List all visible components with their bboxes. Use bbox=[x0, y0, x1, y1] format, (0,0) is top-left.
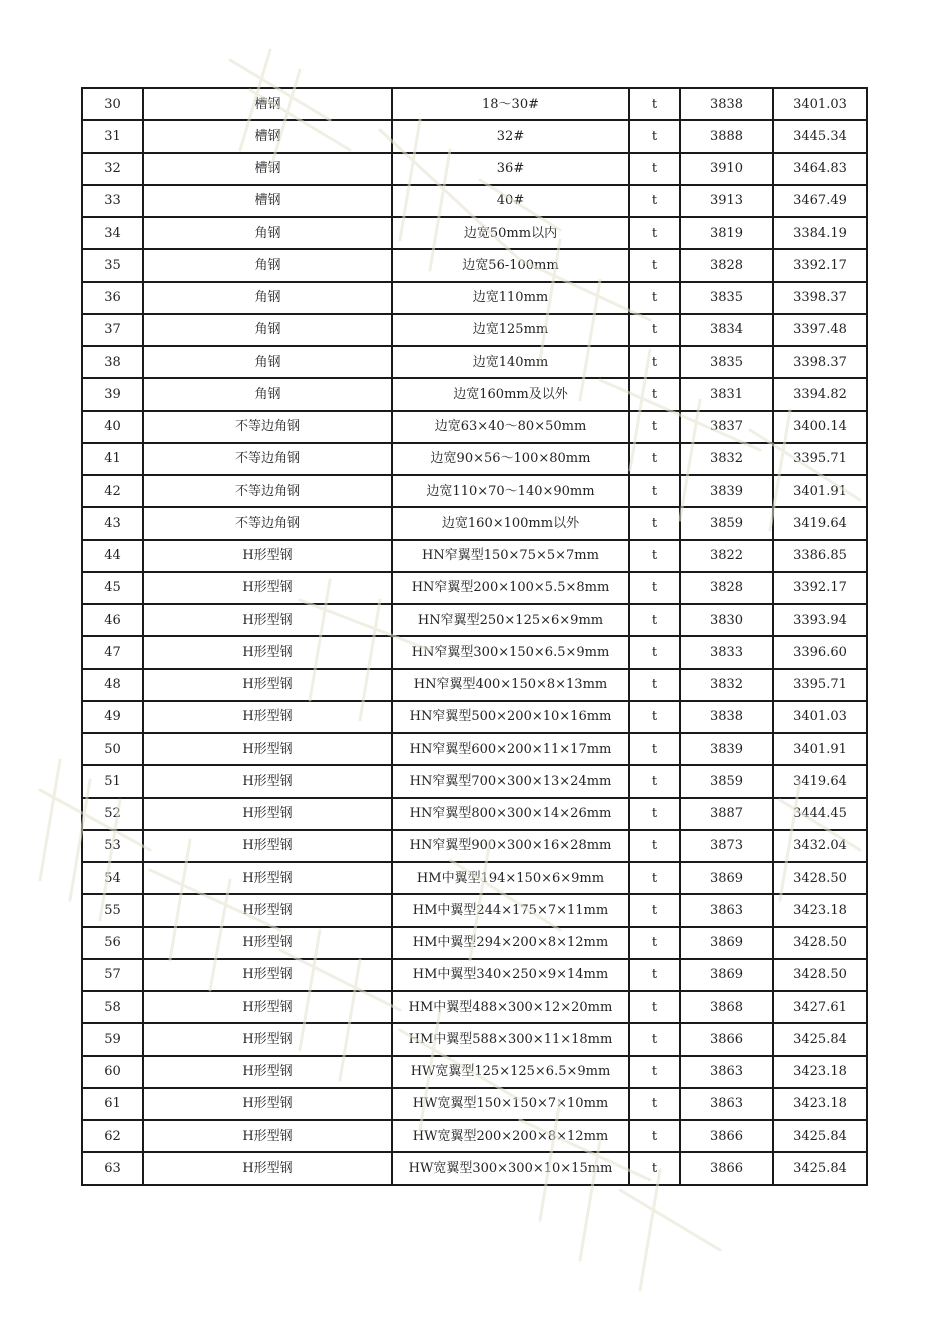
row-number-cell: 56 bbox=[82, 927, 143, 959]
price-b-cell: 3401.03 bbox=[773, 701, 867, 733]
table-row bbox=[82, 572, 867, 604]
unit-cell: t bbox=[629, 249, 680, 281]
price-a-cell: 3835 bbox=[680, 282, 773, 314]
unit-cell: t bbox=[629, 733, 680, 765]
unit-cell: t bbox=[629, 314, 680, 346]
specification-cell: 边宽140mm bbox=[392, 346, 629, 378]
price-b-cell: 3394.82 bbox=[773, 378, 867, 410]
unit-cell: t bbox=[629, 378, 680, 410]
material-name-cell: H形型钢 bbox=[143, 604, 392, 636]
price-b-cell: 3425.84 bbox=[773, 1023, 867, 1055]
price-a-cell: 3869 bbox=[680, 862, 773, 894]
row-number-cell: 48 bbox=[82, 669, 143, 701]
row-number-cell: 49 bbox=[82, 701, 143, 733]
unit-cell: t bbox=[629, 282, 680, 314]
price-a-cell: 3866 bbox=[680, 1152, 773, 1184]
price-b-cell: 3395.71 bbox=[773, 443, 867, 475]
row-number-cell: 42 bbox=[82, 475, 143, 507]
table-row bbox=[82, 185, 867, 217]
specification-cell: 边宽63×40～80×50mm bbox=[392, 411, 629, 443]
material-name-cell: H形型钢 bbox=[143, 798, 392, 830]
price-b-cell: 3398.37 bbox=[773, 282, 867, 314]
unit-cell: t bbox=[629, 153, 680, 185]
row-number-cell: 61 bbox=[82, 1088, 143, 1120]
table-row bbox=[82, 153, 867, 185]
price-b-cell: 3401.91 bbox=[773, 475, 867, 507]
material-name-cell: H形型钢 bbox=[143, 733, 392, 765]
specification-cell: 边宽56-100mm bbox=[392, 249, 629, 281]
row-number-cell: 31 bbox=[82, 120, 143, 152]
price-a-cell: 3832 bbox=[680, 669, 773, 701]
specification-cell: HN窄翼型400×150×8×13mm bbox=[392, 669, 629, 701]
unit-cell: t bbox=[629, 88, 680, 120]
unit-cell: t bbox=[629, 669, 680, 701]
unit-cell: t bbox=[629, 540, 680, 572]
row-number-cell: 38 bbox=[82, 346, 143, 378]
price-b-cell: 3397.48 bbox=[773, 314, 867, 346]
material-name-cell: 角钢 bbox=[143, 314, 392, 346]
table-row bbox=[82, 1023, 867, 1055]
material-name-cell: H形型钢 bbox=[143, 830, 392, 862]
price-b-cell: 3425.84 bbox=[773, 1120, 867, 1152]
table-row bbox=[82, 830, 867, 862]
table-row bbox=[82, 540, 867, 572]
price-a-cell: 3837 bbox=[680, 411, 773, 443]
price-a-cell: 3873 bbox=[680, 830, 773, 862]
unit-cell: t bbox=[629, 959, 680, 991]
price-b-cell: 3400.14 bbox=[773, 411, 867, 443]
price-b-cell: 3467.49 bbox=[773, 185, 867, 217]
specification-cell: 边宽160mm及以外 bbox=[392, 378, 629, 410]
price-a-cell: 3838 bbox=[680, 88, 773, 120]
specification-cell: HM中翼型244×175×7×11mm bbox=[392, 894, 629, 926]
price-b-cell: 3428.50 bbox=[773, 959, 867, 991]
unit-cell: t bbox=[629, 443, 680, 475]
table-row bbox=[82, 120, 867, 152]
price-a-cell: 3888 bbox=[680, 120, 773, 152]
unit-cell: t bbox=[629, 798, 680, 830]
specification-cell: HM中翼型340×250×9×14mm bbox=[392, 959, 629, 991]
material-name-cell: 不等边角钢 bbox=[143, 507, 392, 539]
price-a-cell: 3839 bbox=[680, 475, 773, 507]
table-row bbox=[82, 636, 867, 668]
unit-cell: t bbox=[629, 927, 680, 959]
price-b-cell: 3423.18 bbox=[773, 1056, 867, 1088]
price-b-cell: 3428.50 bbox=[773, 862, 867, 894]
row-number-cell: 50 bbox=[82, 733, 143, 765]
material-name-cell: H形型钢 bbox=[143, 701, 392, 733]
material-name-cell: H形型钢 bbox=[143, 894, 392, 926]
table-row bbox=[82, 378, 867, 410]
material-name-cell: H形型钢 bbox=[143, 862, 392, 894]
unit-cell: t bbox=[629, 346, 680, 378]
price-a-cell: 3859 bbox=[680, 765, 773, 797]
unit-cell: t bbox=[629, 1088, 680, 1120]
price-b-cell: 3384.19 bbox=[773, 217, 867, 249]
unit-cell: t bbox=[629, 1056, 680, 1088]
table-row bbox=[82, 1088, 867, 1120]
row-number-cell: 43 bbox=[82, 507, 143, 539]
row-number-cell: 52 bbox=[82, 798, 143, 830]
table-row bbox=[82, 1152, 867, 1184]
specification-cell: HM中翼型194×150×6×9mm bbox=[392, 862, 629, 894]
unit-cell: t bbox=[629, 475, 680, 507]
specification-cell: HM中翼型488×300×12×20mm bbox=[392, 991, 629, 1023]
row-number-cell: 53 bbox=[82, 830, 143, 862]
table-row bbox=[82, 991, 867, 1023]
material-name-cell: H形型钢 bbox=[143, 669, 392, 701]
unit-cell: t bbox=[629, 507, 680, 539]
material-name-cell: H形型钢 bbox=[143, 572, 392, 604]
price-a-cell: 3833 bbox=[680, 636, 773, 668]
table-row bbox=[82, 894, 867, 926]
price-b-cell: 3445.34 bbox=[773, 120, 867, 152]
table-row bbox=[82, 959, 867, 991]
row-number-cell: 33 bbox=[82, 185, 143, 217]
table-row bbox=[82, 475, 867, 507]
specification-cell: 边宽50mm以内 bbox=[392, 217, 629, 249]
unit-cell: t bbox=[629, 991, 680, 1023]
row-number-cell: 39 bbox=[82, 378, 143, 410]
row-number-cell: 51 bbox=[82, 765, 143, 797]
table-body bbox=[82, 88, 867, 1185]
price-a-cell: 3828 bbox=[680, 572, 773, 604]
price-a-cell: 3828 bbox=[680, 249, 773, 281]
price-b-cell: 3423.18 bbox=[773, 894, 867, 926]
specification-cell: HM中翼型588×300×11×18mm bbox=[392, 1023, 629, 1055]
specification-cell: HW宽翼型125×125×6.5×9mm bbox=[392, 1056, 629, 1088]
unit-cell: t bbox=[629, 701, 680, 733]
row-number-cell: 35 bbox=[82, 249, 143, 281]
material-name-cell: H形型钢 bbox=[143, 1088, 392, 1120]
price-b-cell: 3395.71 bbox=[773, 669, 867, 701]
price-b-cell: 3386.85 bbox=[773, 540, 867, 572]
table-row bbox=[82, 927, 867, 959]
specification-cell: 32# bbox=[392, 120, 629, 152]
specification-cell: HN窄翼型900×300×16×28mm bbox=[392, 830, 629, 862]
material-name-cell: H形型钢 bbox=[143, 540, 392, 572]
material-name-cell: H形型钢 bbox=[143, 1023, 392, 1055]
price-a-cell: 3863 bbox=[680, 1056, 773, 1088]
specification-cell: HN窄翼型600×200×11×17mm bbox=[392, 733, 629, 765]
row-number-cell: 55 bbox=[82, 894, 143, 926]
unit-cell: t bbox=[629, 217, 680, 249]
row-number-cell: 47 bbox=[82, 636, 143, 668]
price-a-cell: 3859 bbox=[680, 507, 773, 539]
row-number-cell: 58 bbox=[82, 991, 143, 1023]
material-name-cell: 不等边角钢 bbox=[143, 475, 392, 507]
specification-cell: HN窄翼型700×300×13×24mm bbox=[392, 765, 629, 797]
row-number-cell: 54 bbox=[82, 862, 143, 894]
price-b-cell: 3427.61 bbox=[773, 991, 867, 1023]
table-row bbox=[82, 701, 867, 733]
row-number-cell: 46 bbox=[82, 604, 143, 636]
price-b-cell: 3464.83 bbox=[773, 153, 867, 185]
material-name-cell: 角钢 bbox=[143, 217, 392, 249]
row-number-cell: 36 bbox=[82, 282, 143, 314]
specification-cell: HN窄翼型250×125×6×9mm bbox=[392, 604, 629, 636]
unit-cell: t bbox=[629, 636, 680, 668]
price-a-cell: 3834 bbox=[680, 314, 773, 346]
specification-cell: 40# bbox=[392, 185, 629, 217]
price-a-cell: 3866 bbox=[680, 1120, 773, 1152]
material-name-cell: H形型钢 bbox=[143, 1152, 392, 1184]
price-a-cell: 3868 bbox=[680, 991, 773, 1023]
price-b-cell: 3419.64 bbox=[773, 765, 867, 797]
material-name-cell: H形型钢 bbox=[143, 636, 392, 668]
unit-cell: t bbox=[629, 830, 680, 862]
price-a-cell: 3887 bbox=[680, 798, 773, 830]
material-name-cell: H形型钢 bbox=[143, 1056, 392, 1088]
price-a-cell: 3839 bbox=[680, 733, 773, 765]
table-row bbox=[82, 604, 867, 636]
price-b-cell: 3393.94 bbox=[773, 604, 867, 636]
specification-cell: 边宽110×70～140×90mm bbox=[392, 475, 629, 507]
row-number-cell: 30 bbox=[82, 88, 143, 120]
specification-cell: HW宽翼型300×300×10×15mm bbox=[392, 1152, 629, 1184]
material-name-cell: 不等边角钢 bbox=[143, 443, 392, 475]
row-number-cell: 32 bbox=[82, 153, 143, 185]
material-name-cell: 槽钢 bbox=[143, 88, 392, 120]
specification-cell: 边宽90×56～100×80mm bbox=[392, 443, 629, 475]
price-b-cell: 3423.18 bbox=[773, 1088, 867, 1120]
material-name-cell: 槽钢 bbox=[143, 120, 392, 152]
material-name-cell: 角钢 bbox=[143, 378, 392, 410]
price-a-cell: 3863 bbox=[680, 894, 773, 926]
row-number-cell: 45 bbox=[82, 572, 143, 604]
material-name-cell: 角钢 bbox=[143, 282, 392, 314]
table-row bbox=[82, 798, 867, 830]
material-name-cell: 槽钢 bbox=[143, 153, 392, 185]
price-a-cell: 3863 bbox=[680, 1088, 773, 1120]
price-a-cell: 3913 bbox=[680, 185, 773, 217]
table-row bbox=[82, 1056, 867, 1088]
table-row bbox=[82, 862, 867, 894]
specification-cell: 18～30# bbox=[392, 88, 629, 120]
price-a-cell: 3838 bbox=[680, 701, 773, 733]
specification-cell: HN窄翼型300×150×6.5×9mm bbox=[392, 636, 629, 668]
price-a-cell: 3910 bbox=[680, 153, 773, 185]
price-b-cell: 3392.17 bbox=[773, 249, 867, 281]
price-table-container bbox=[81, 87, 866, 1186]
specification-cell: HW宽翼型200×200×8×12mm bbox=[392, 1120, 629, 1152]
material-name-cell: H形型钢 bbox=[143, 927, 392, 959]
price-a-cell: 3866 bbox=[680, 1023, 773, 1055]
table-row bbox=[82, 669, 867, 701]
unit-cell: t bbox=[629, 185, 680, 217]
specification-cell: HN窄翼型150×75×5×7mm bbox=[392, 540, 629, 572]
row-number-cell: 37 bbox=[82, 314, 143, 346]
row-number-cell: 60 bbox=[82, 1056, 143, 1088]
unit-cell: t bbox=[629, 862, 680, 894]
price-b-cell: 3392.17 bbox=[773, 572, 867, 604]
price-b-cell: 3425.84 bbox=[773, 1152, 867, 1184]
specification-cell: HN窄翼型500×200×10×16mm bbox=[392, 701, 629, 733]
table-row bbox=[82, 1120, 867, 1152]
material-name-cell: H形型钢 bbox=[143, 1120, 392, 1152]
price-a-cell: 3869 bbox=[680, 927, 773, 959]
row-number-cell: 59 bbox=[82, 1023, 143, 1055]
unit-cell: t bbox=[629, 572, 680, 604]
price-a-cell: 3819 bbox=[680, 217, 773, 249]
table-row bbox=[82, 217, 867, 249]
price-b-cell: 3396.60 bbox=[773, 636, 867, 668]
table-row bbox=[82, 249, 867, 281]
table-row bbox=[82, 314, 867, 346]
unit-cell: t bbox=[629, 1023, 680, 1055]
row-number-cell: 57 bbox=[82, 959, 143, 991]
specification-cell: HN窄翼型200×100×5.5×8mm bbox=[392, 572, 629, 604]
price-a-cell: 3832 bbox=[680, 443, 773, 475]
specification-cell: 边宽125mm bbox=[392, 314, 629, 346]
material-name-cell: H形型钢 bbox=[143, 991, 392, 1023]
unit-cell: t bbox=[629, 120, 680, 152]
specification-cell: HW宽翼型150×150×7×10mm bbox=[392, 1088, 629, 1120]
table-row bbox=[82, 346, 867, 378]
price-a-cell: 3822 bbox=[680, 540, 773, 572]
price-a-cell: 3835 bbox=[680, 346, 773, 378]
specification-cell: HN窄翼型800×300×14×26mm bbox=[392, 798, 629, 830]
price-a-cell: 3830 bbox=[680, 604, 773, 636]
row-number-cell: 41 bbox=[82, 443, 143, 475]
table-row bbox=[82, 411, 867, 443]
specification-cell: 36# bbox=[392, 153, 629, 185]
row-number-cell: 34 bbox=[82, 217, 143, 249]
unit-cell: t bbox=[629, 1152, 680, 1184]
row-number-cell: 62 bbox=[82, 1120, 143, 1152]
row-number-cell: 40 bbox=[82, 411, 143, 443]
material-price-table bbox=[81, 87, 868, 1186]
price-a-cell: 3831 bbox=[680, 378, 773, 410]
price-b-cell: 3401.03 bbox=[773, 88, 867, 120]
table-row bbox=[82, 443, 867, 475]
material-name-cell: 角钢 bbox=[143, 249, 392, 281]
row-number-cell: 63 bbox=[82, 1152, 143, 1184]
price-b-cell: 3419.64 bbox=[773, 507, 867, 539]
price-b-cell: 3401.91 bbox=[773, 733, 867, 765]
table-row bbox=[82, 282, 867, 314]
table-row bbox=[82, 507, 867, 539]
price-b-cell: 3432.04 bbox=[773, 830, 867, 862]
unit-cell: t bbox=[629, 411, 680, 443]
specification-cell: 边宽160×100mm以外 bbox=[392, 507, 629, 539]
price-a-cell: 3869 bbox=[680, 959, 773, 991]
table-row bbox=[82, 88, 867, 120]
material-name-cell: 不等边角钢 bbox=[143, 411, 392, 443]
unit-cell: t bbox=[629, 894, 680, 926]
row-number-cell: 44 bbox=[82, 540, 143, 572]
table-row bbox=[82, 765, 867, 797]
material-name-cell: 角钢 bbox=[143, 346, 392, 378]
material-name-cell: H形型钢 bbox=[143, 959, 392, 991]
specification-cell: HM中翼型294×200×8×12mm bbox=[392, 927, 629, 959]
unit-cell: t bbox=[629, 604, 680, 636]
material-name-cell: 槽钢 bbox=[143, 185, 392, 217]
unit-cell: t bbox=[629, 765, 680, 797]
price-b-cell: 3444.45 bbox=[773, 798, 867, 830]
table-row bbox=[82, 733, 867, 765]
material-name-cell: H形型钢 bbox=[143, 765, 392, 797]
price-b-cell: 3428.50 bbox=[773, 927, 867, 959]
specification-cell: 边宽110mm bbox=[392, 282, 629, 314]
price-b-cell: 3398.37 bbox=[773, 346, 867, 378]
unit-cell: t bbox=[629, 1120, 680, 1152]
